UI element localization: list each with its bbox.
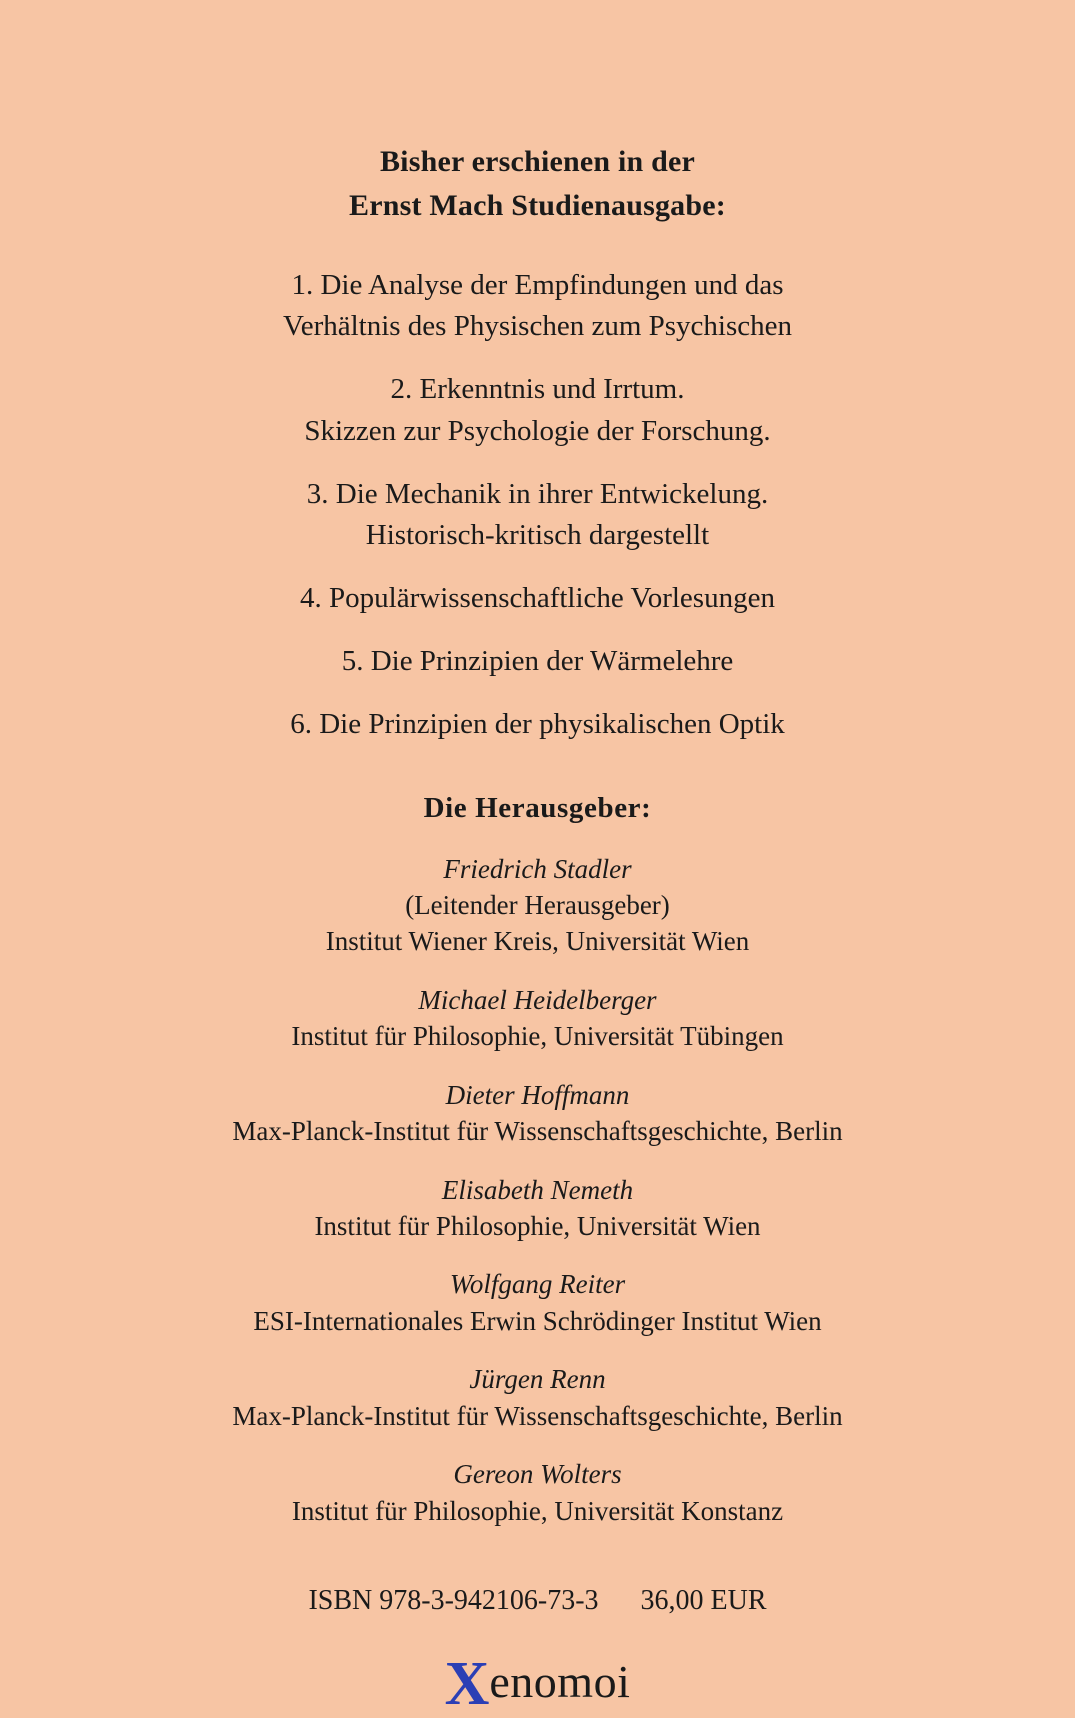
editor-affiliation: Max-Planck-Institut für Wissenschaftsgeschichte, Berlin — [232, 1400, 843, 1431]
title-line-1: 4. Populärwissenschaftliche Vorlesungen — [300, 582, 775, 615]
list-item — [304, 369, 770, 451]
title-line-1: 5. Die Prinzipien der Wärmelehre — [341, 645, 734, 678]
series-heading — [349, 140, 726, 227]
list-item — [300, 578, 775, 619]
list-item — [307, 474, 768, 556]
series-heading-line-1: Bisher erschienen in der — [379, 145, 696, 178]
publisher-logo-word: enomoi — [489, 1656, 631, 1708]
list-item — [253, 1266, 821, 1339]
title-line-2: Skizzen zur Psychologie der Forschung. — [304, 414, 771, 447]
editor-name: Gereon Wolters — [453, 1459, 622, 1490]
list-item — [290, 704, 785, 745]
editor-name: Elisabeth Nemeth — [441, 1174, 634, 1205]
list-item — [232, 1077, 842, 1150]
series-heading-line-2: Ernst Mach Studienausgabe: — [349, 188, 726, 222]
isbn-text: ISBN 978-3-942106-73-3 — [308, 1585, 599, 1617]
title-line-2: Historisch-kritisch dargestellt — [365, 518, 710, 551]
series-titles-list — [60, 265, 1015, 768]
editor-name: Dieter Hoffmann — [445, 1079, 630, 1110]
editor-affiliation: Institut für Philosophie, Universität Tübingen — [291, 1021, 784, 1052]
list-item — [326, 851, 749, 960]
editor-name: Wolfgang Reiter — [449, 1269, 626, 1300]
editor-name: Friedrich Stadler — [443, 853, 632, 884]
title-line-1: 1. Die Analyse der Empfindungen und das — [291, 269, 784, 301]
editor-affiliation: ESI-Internationales Erwin Schrödinger Institut Wien — [253, 1305, 822, 1336]
list-item — [283, 265, 792, 347]
publisher-logo — [444, 1650, 631, 1718]
editor-name: Jürgen Renn — [469, 1364, 606, 1395]
list-item — [342, 641, 734, 682]
title-line-1: 2. Erkenntnis und Irrtum. — [390, 373, 685, 406]
isbn-price-row — [308, 1585, 766, 1617]
editor-role: (Leitender Herausgeber) — [405, 889, 670, 920]
list-item — [232, 1361, 842, 1434]
editors-heading: Die Herausgeber: — [423, 791, 652, 824]
editor-affiliation: Institut Wiener Kreis, Universität Wien — [325, 926, 750, 957]
list-item — [314, 1172, 760, 1245]
editors-list — [60, 851, 1015, 1552]
price-text: 36,00 EUR — [640, 1585, 767, 1617]
editor-affiliation: Max-Planck-Institut für Wissenschaftsgeschichte, Berlin — [232, 1116, 843, 1147]
list-item — [292, 1456, 783, 1529]
title-line-1: 6. Die Prinzipien der physikalischen Optik — [290, 708, 785, 741]
publisher-logo-x-icon: X — [444, 1650, 490, 1718]
title-line-2: Verhältnis des Physischen zum Psychischen — [282, 310, 793, 343]
list-item — [291, 982, 783, 1055]
editor-affiliation: Institut für Philosophie, Universität Konstanz — [291, 1495, 784, 1526]
title-line-1: 3. Die Mechanik in ihrer Entwickelung. — [306, 477, 769, 510]
editor-name: Michael Heidelberger — [418, 984, 657, 1015]
editor-affiliation: Institut für Philosophie, Universität Wien — [314, 1211, 761, 1242]
